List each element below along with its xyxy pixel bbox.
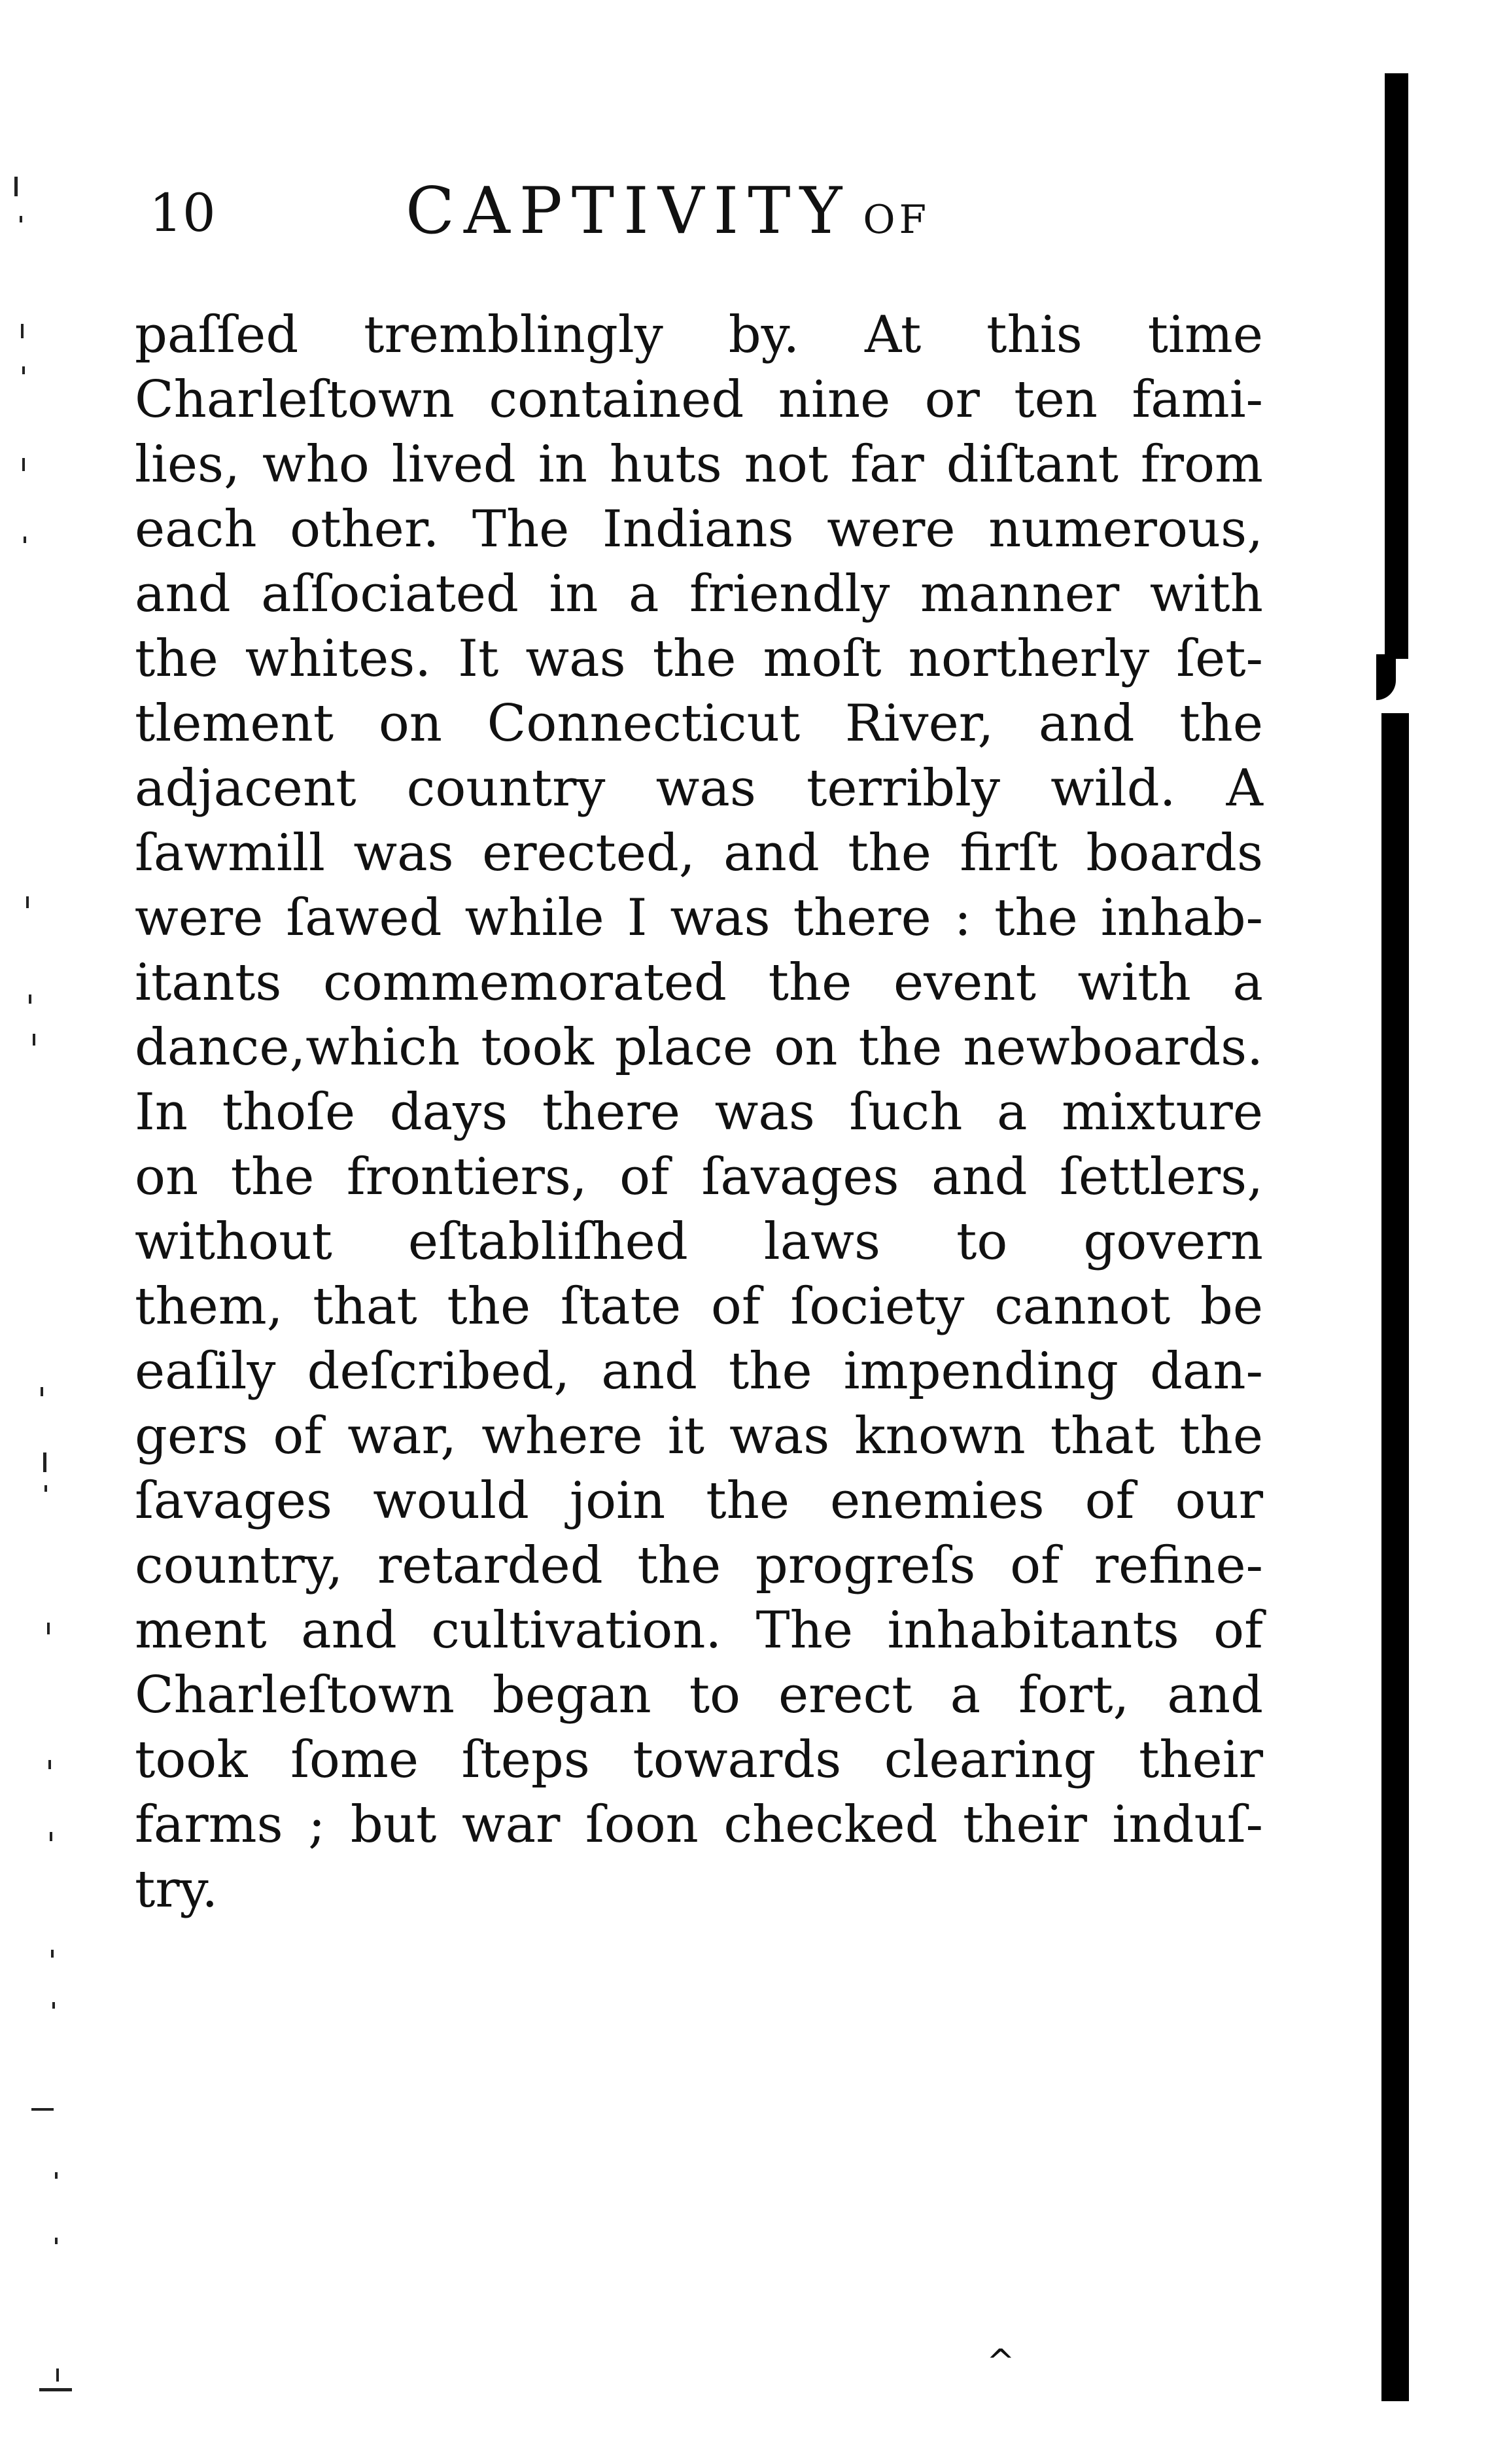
text-line: the whites. It was the moſt northerly ſet- xyxy=(135,629,1263,688)
text-line: Charleſtown contained nine or ten fami- xyxy=(135,370,1263,429)
text-line: dance,which took place on the newboards. xyxy=(135,1018,1263,1077)
footer-caret-mark: ^ xyxy=(986,2342,1015,2382)
text-line: and aſſociated in a friendly manner with xyxy=(135,565,1263,624)
text-line: tlement on Connecticut River, and the xyxy=(135,694,1263,753)
page-edge-notch xyxy=(1376,654,1396,700)
page-header xyxy=(149,175,1026,254)
text-line: farms ; but war ſoon checked their induſ- xyxy=(135,1795,1263,1854)
text-line: ſawmill was erected, and the firſt boards xyxy=(135,824,1263,883)
text-line: Charleſtown began to erect a fort, and xyxy=(135,1666,1263,1725)
page-edge-shadow-bottom xyxy=(1381,713,1409,2401)
text-line: paſſed tremblingly by. At this time xyxy=(135,306,1263,364)
running-head-suffix: OF xyxy=(863,197,931,243)
running-head xyxy=(406,175,930,256)
text-line: adjacent country was terribly wild. A xyxy=(135,759,1263,818)
page-number: 10 xyxy=(149,183,216,243)
text-line-last: try. xyxy=(135,1860,218,1919)
text-line: eaſily deſcribed, and the impending dan- xyxy=(135,1342,1263,1401)
text-line: lies, who lived in huts not far diſtant from xyxy=(135,435,1263,494)
text-line: ment and cultivation. The inhabitants of xyxy=(135,1601,1263,1660)
body-text xyxy=(135,303,1263,1922)
text-line: were ſawed while I was there : the inhab- xyxy=(135,889,1263,947)
text-line: took ſome ſteps towards clearing their xyxy=(135,1731,1263,1789)
text-line: country, retarded the progreſs of refine- xyxy=(135,1536,1263,1595)
text-line: ſavages would join the enemies of our xyxy=(135,1471,1263,1530)
page-edge-shadow-top xyxy=(1385,73,1408,659)
text-line: each other. The Indians were numerous, xyxy=(135,500,1263,559)
running-head-title: CAPTIVITY xyxy=(406,174,852,249)
text-line: on the frontiers, of ſavages and ſettlers, xyxy=(135,1148,1263,1206)
text-line: gers of war, where it was known that the xyxy=(135,1407,1263,1466)
text-line: without eſtabliſhed laws to govern xyxy=(135,1212,1263,1271)
text-line: itants commemorated the event with a xyxy=(135,953,1263,1012)
text-line: In thoſe days there was ſuch a mixture xyxy=(135,1083,1263,1142)
text-line: them, that the ſtate of ſociety cannot be xyxy=(135,1277,1263,1336)
